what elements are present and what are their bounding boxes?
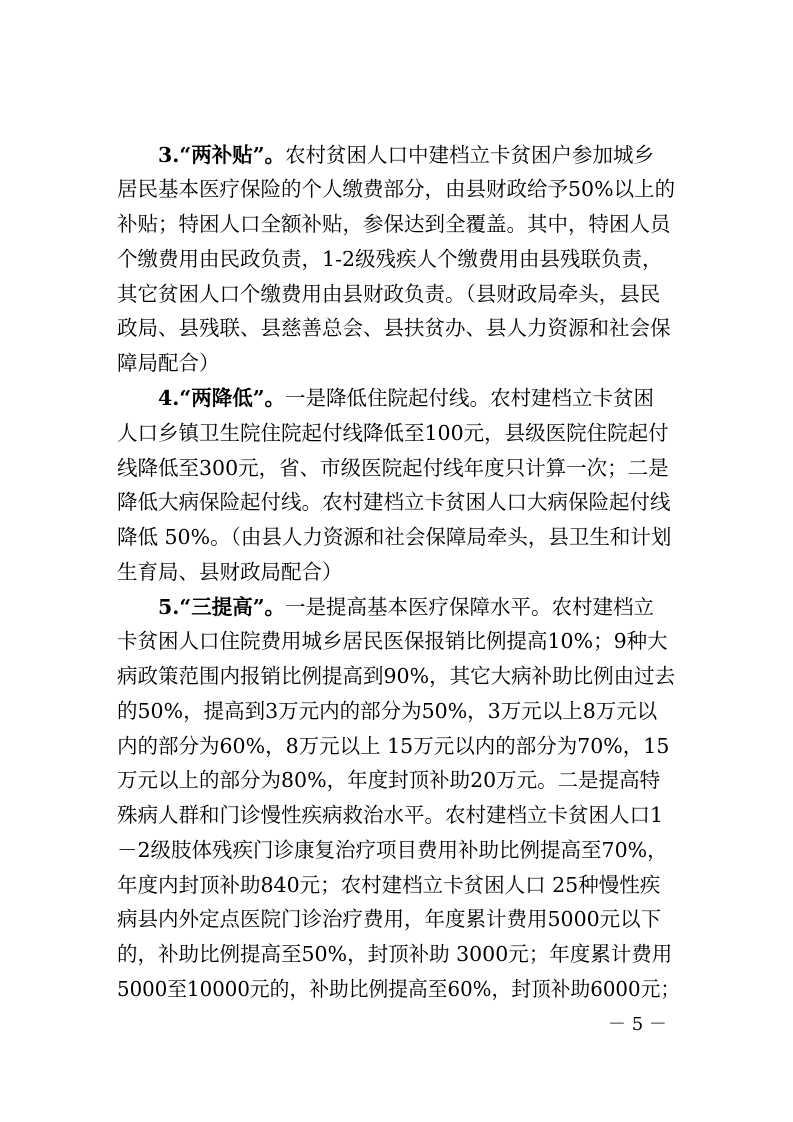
- line-text: 一是提高基本医疗保障水平。农村建档立: [285, 595, 654, 619]
- paragraph-line: 万元以上的部分为80%，年度封顶补助20万元。二是提高特: [117, 768, 661, 792]
- item-heading: “三提高”。: [179, 595, 285, 619]
- paragraph-line: 补贴；特困人口全额补贴，参保达到全覆盖。其中，特困人员: [117, 212, 671, 236]
- paragraph-line: 病县内外定点医院门诊治疗费用，年度累计费用5000元以下: [117, 907, 662, 931]
- paragraph-line: [158, 141, 654, 169]
- paragraph-line: 其它贫困人口个缴费用由县财政负责。（县财政局牵头，县民: [117, 282, 661, 306]
- paragraph-line: 的50%，提高到3万元内的部分为50%，3万元以上8万元以: [117, 699, 658, 723]
- paragraph-line: 卡贫困人口住院费用城乡居民医保报销比例提高10%；9种大: [117, 629, 668, 653]
- paragraph-line: 生育局、县财政局配合）: [117, 560, 343, 584]
- line-text: 农村贫困人口中建档立卡贫困户参加城乡: [285, 143, 654, 167]
- paragraph-line: 5000至10000元的，补助比例提高至60%，封顶补助6000元；: [117, 977, 681, 1001]
- paragraph-line: －2级肢体残疾门诊康复治疗项目费用补助比例提高至70%，: [117, 838, 668, 862]
- paragraph-line: 线降低至300元，省、市级医院起付线年度只计算一次；二是: [117, 456, 669, 480]
- item-heading: “两降低”。: [179, 386, 285, 410]
- paragraph-line: 病政策范围内报销比例提高到90%，其它大病补助比例由过去: [117, 664, 676, 688]
- paragraph-line: 殊病人群和门诊慢性疾病救治水平。农村建档立卡贫困人口1: [117, 803, 664, 827]
- item-number: 5.: [158, 595, 180, 619]
- paragraph-line: 降低大病保险起付线。农村建档立卡贫困人口大病保险起付线: [117, 490, 671, 514]
- item-number: 4.: [158, 386, 180, 410]
- item-number: 3.: [158, 143, 180, 167]
- paragraph-line: 年度内封顶补助840元；农村建档立卡贫困人口 25种慢性疾: [117, 873, 661, 897]
- paragraph-line: 政局、县残联、县慈善总会、县扶贫办、县人力资源和社会保: [117, 316, 671, 340]
- paragraph-line: 内的部分为60%，8万元以上 15万元以内的部分为70%，15: [117, 734, 670, 758]
- paragraph-line: 人口乡镇卫生院住院起付线降低至100元，县级医院住院起付: [117, 421, 669, 445]
- line-text: 一是降低住院起付线。农村建档立卡贫困: [285, 386, 654, 410]
- paragraph-line: 障局配合）: [117, 351, 220, 375]
- paragraph-line: [158, 384, 654, 412]
- paragraph-line: 居民基本医疗保险的个人缴费部分，由县财政给予50%以上的: [117, 177, 676, 201]
- item-heading: “两补贴”。: [179, 143, 285, 167]
- paragraph-line: [158, 593, 654, 621]
- paragraph-line: 降低 50%。（由县人力资源和社会保障局牵头，县卫生和计划: [117, 525, 672, 549]
- paragraph-line: 的，补助比例提高至50%，封顶补助 3000元；年度累计费用: [117, 942, 673, 966]
- page-number: － 5 －: [608, 1014, 667, 1035]
- paragraph-line: 个缴费用由民政负责，1-2级残疾人个缴费用由县残联负责，: [117, 247, 663, 271]
